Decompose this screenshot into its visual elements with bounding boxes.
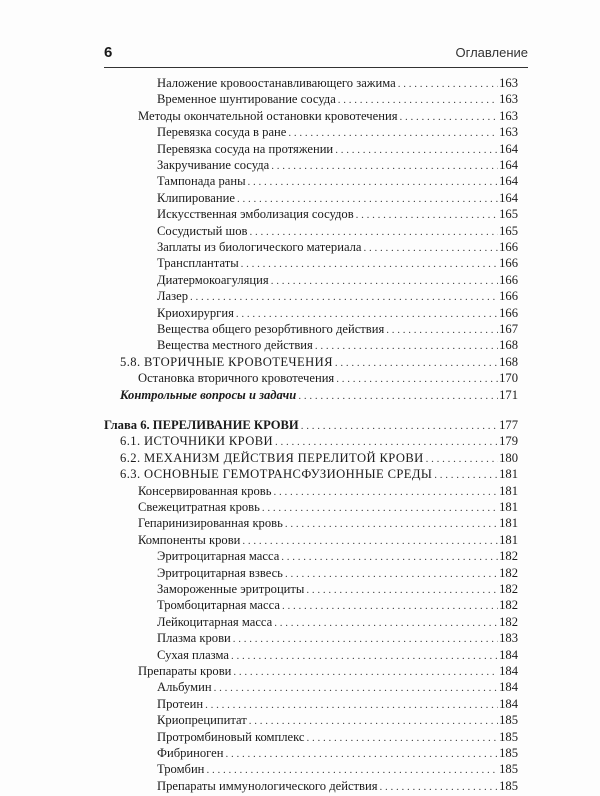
toc-entry[interactable]: Компоненты крови . . . 181	[138, 532, 518, 549]
toc-entry[interactable]: Свежецитратная кровь . . . 181	[138, 499, 518, 516]
toc-entry[interactable]: Протеин . . . 184	[157, 696, 518, 713]
toc-entry[interactable]: Заплаты из биологического материала . . . 166	[157, 239, 518, 256]
toc-entry[interactable]: Трансплантаты . . . 166	[157, 255, 518, 272]
toc-entry[interactable]: 6.2. МЕХАНИЗМ ДЕЙСТВИЯ ПЕРЕЛИТОЙ КРОВИ . . . 180	[120, 450, 518, 467]
page-header	[104, 44, 528, 68]
toc-entry[interactable]: Криохирургия . . . 166	[157, 305, 518, 322]
toc-entry[interactable]: Плазма крови . . . 183	[157, 630, 518, 647]
toc-entry[interactable]: 6.3. ОСНОВНЫЕ ГЕМОТРАНСФУЗИОННЫЕ СРЕДЫ . . . 181	[120, 466, 518, 483]
toc-entry[interactable]: 5.8. ВТОРИЧНЫЕ КРОВОТЕЧЕНИЯ . . . 168	[120, 354, 518, 371]
page-number: 6	[104, 44, 113, 61]
toc-entry[interactable]: 6.1. ИСТОЧНИКИ КРОВИ . . . 179	[120, 433, 518, 450]
header-rule	[104, 67, 528, 68]
toc-entry[interactable]: Сосудистый шов . . . 165	[157, 223, 518, 240]
section-title: Оглавление	[455, 45, 528, 60]
toc-entry[interactable]: Остановка вторичного кровотечения . . . 170	[138, 370, 518, 387]
toc-entry[interactable]: Эритроцитарная масса . . . 182	[157, 548, 518, 565]
toc-entry[interactable]: Перевязка сосуда в ране . . . 163	[157, 124, 518, 141]
toc-entry[interactable]: Препараты крови . . . 184	[138, 663, 518, 680]
toc-entry[interactable]: Тромбин . . . 185	[157, 761, 518, 778]
toc-entry[interactable]: Контрольные вопросы и задачи . . . 171	[120, 387, 518, 404]
toc-entry[interactable]: Гепаринизированная кровь . . . 181	[138, 515, 518, 532]
toc-entry[interactable]: Сухая плазма . . . 184	[157, 647, 518, 664]
toc-entry[interactable]: Временное шунтирование сосуда . . . 163	[157, 91, 518, 108]
toc-entry[interactable]: Эритроцитарная взвесь . . . 182	[157, 565, 518, 582]
toc-entry[interactable]: Вещества общего резорбтивного действия . . . 167	[157, 321, 518, 338]
toc-entry[interactable]: Клипирование . . . 164	[157, 190, 518, 207]
toc-entry[interactable]: Искусственная эмболизация сосудов . . . 165	[157, 206, 518, 223]
toc-entry[interactable]: Лейкоцитарная масса . . . 182	[157, 614, 518, 631]
toc-entry[interactable]: Альбумин . . . 184	[157, 679, 518, 696]
toc-entry[interactable]: Закручивание сосуда . . . 164	[157, 157, 518, 174]
toc-entry[interactable]: Диатермокоагуляция . . . 166	[157, 272, 518, 289]
toc-entry[interactable]: Перевязка сосуда на протяжении . . . 164	[157, 141, 518, 158]
toc-entry[interactable]: Криопреципитат . . . 185	[157, 712, 518, 729]
toc-entry[interactable]: Фибриноген . . . 185	[157, 745, 518, 762]
toc-entry[interactable]: Тромбоцитарная масса . . . 182	[157, 597, 518, 614]
toc-entry[interactable]: Наложение кровоостанавливающего зажима . . . 163	[157, 75, 518, 92]
toc-entry[interactable]: Тампонада раны . . . 164	[157, 173, 518, 190]
toc-entry[interactable]: Препараты иммунологического действия . . . 185	[157, 778, 518, 795]
toc-entry[interactable]: Методы окончательной остановки кровотечения . . . 163	[138, 108, 518, 125]
toc-entry[interactable]: Замороженные эритроциты . . . 182	[157, 581, 518, 598]
toc-entry[interactable]: Протромбиновый комплекс . . . 185	[157, 729, 518, 746]
toc-entry[interactable]: Вещества местного действия . . . 168	[157, 337, 518, 354]
toc-entry[interactable]: Консервированная кровь . . . 181	[138, 483, 518, 500]
toc-entry[interactable]: Глава 6. ПЕРЕЛИВАНИЕ КРОВИ . . . 177	[104, 417, 518, 434]
toc-entry[interactable]: Лазер . . . 166	[157, 288, 518, 305]
